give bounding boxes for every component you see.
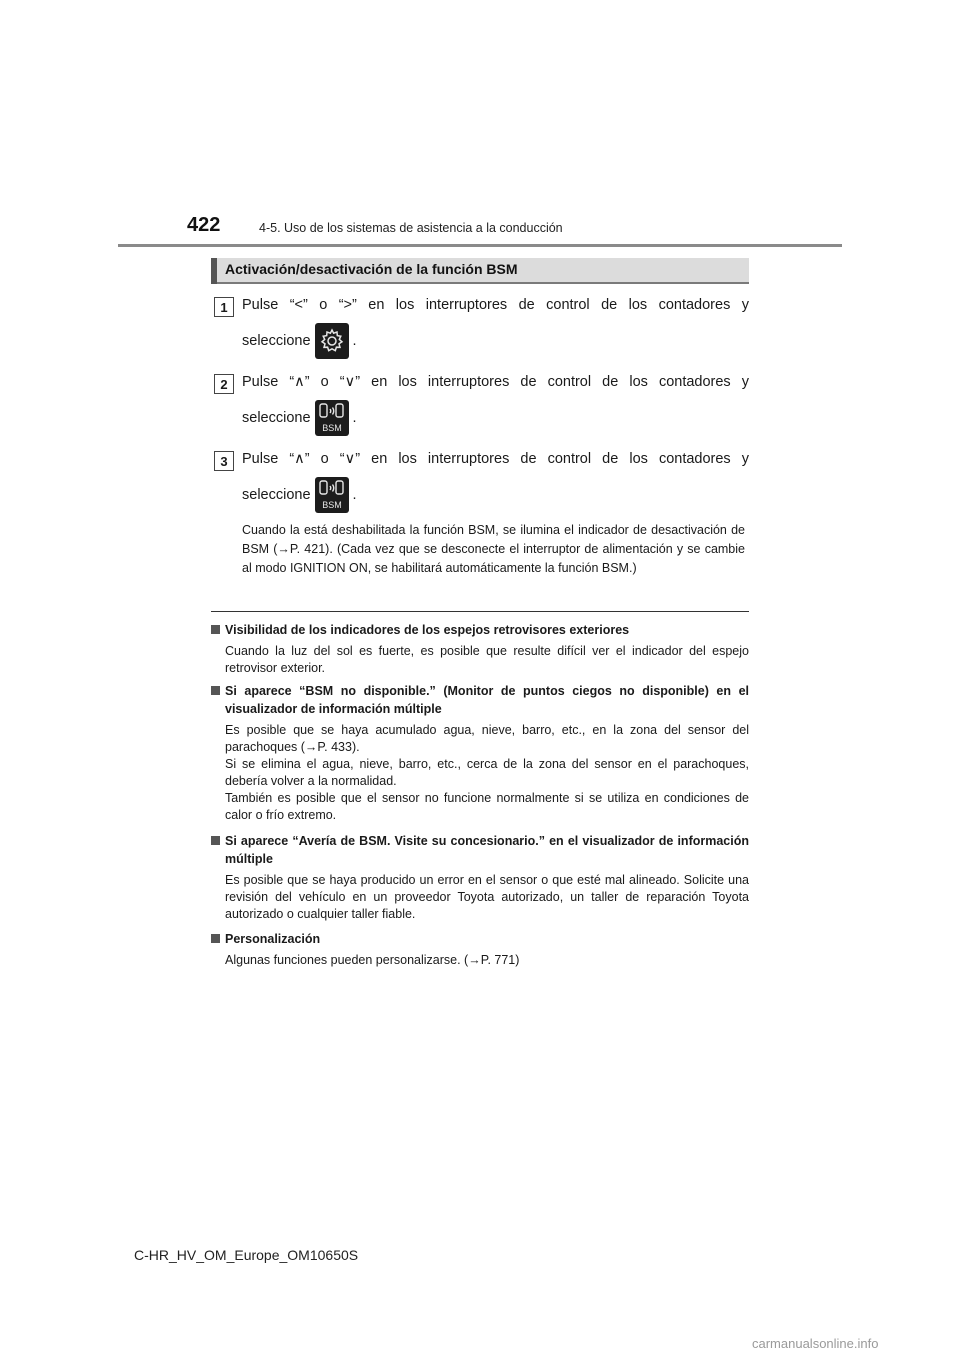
step-select-line [242, 477, 357, 513]
info-section-body: Algunas funciones pueden personalizarse. (→P. 771) [225, 953, 520, 967]
step-select-text: seleccione [242, 410, 311, 426]
step-number: 3 [214, 451, 234, 471]
step-select-line [242, 400, 357, 436]
square-bullet-icon [211, 934, 220, 943]
square-bullet-icon [211, 686, 220, 695]
page-number: 422 [187, 214, 221, 236]
step-instruction: Pulse “∧” o “∨” en los interruptores de control de los contadores y [242, 451, 749, 467]
step-select-text: seleccione [242, 487, 311, 503]
info-section-body: Cuando la luz del sol es fuerte, es posible que resulte difícil ver el indicador del espejo retrovisor exterior. [225, 644, 749, 675]
step-select-line [242, 323, 357, 359]
step-number: 2 [214, 374, 234, 394]
section-divider [211, 611, 749, 612]
section-title: Activación/desactivación de la función BSM [225, 261, 518, 277]
info-section-body: Es posible que se haya producido un error en el sensor o que esté mal alineado. Solicite una revisión del vehículo en un proveedor Toyota autorizado, un taller de reparación Toyota autorizado o cualquier taller fiable. [225, 873, 749, 921]
info-section-title: Personalización [211, 930, 749, 948]
square-bullet-icon [211, 836, 220, 845]
bsm-icon [315, 400, 349, 436]
watermark-text: carmanualsonline.info [752, 1336, 879, 1351]
square-bullet-icon [211, 625, 220, 634]
header-divider [118, 244, 842, 247]
heading-bar [211, 258, 217, 284]
bsm-icon-label: BSM [321, 500, 342, 510]
info-section-bsm-unavailable [211, 682, 749, 824]
info-section-body: Es posible que se haya acumulado agua, nieve, barro, etc., en la zona del sensor del parachoques (→P. 433). Si se elimina el agua, nieve, barro, etc., cerca de la zona del sensor en el parachoques, debería volver a la normalidad. También es posible que el sensor no funcione normalmente si se utiliza en condiciones de calor o frío extremo. [225, 723, 749, 822]
step-period: . [352, 487, 357, 503]
step-period: . [352, 333, 357, 349]
chapter-title: 4-5. Uso de los sistemas de asistencia a la conducción [259, 221, 563, 235]
step-period: . [352, 410, 357, 426]
step-number: 1 [214, 297, 234, 317]
bsm-icon [315, 477, 349, 513]
bsm-icon-label: BSM [321, 423, 342, 433]
info-section-title: Visibilidad de los indicadores de los espejos retrovisores exteriores [211, 621, 749, 639]
section-heading [211, 258, 749, 284]
info-section-title: Si aparece “Avería de BSM. Visite su concesionario.” en el visualizador de información múltiple [211, 832, 749, 868]
gear-icon [315, 323, 349, 359]
info-section-title: Si aparece “BSM no disponible.” (Monitor de puntos ciegos no disponible) en el visualizador de información múltiple [211, 682, 749, 718]
info-section-customization [211, 930, 749, 969]
document-footer: C-HR_HV_OM_Europe_OM10650S [134, 1247, 359, 1263]
bsm-disable-note: Cuando la está deshabilitada la función BSM, se ilumina el indicador de desactivación de BSM (→P. 421). (Cada vez que se desconecte el interruptor de alimentación y se cambie al modo IGNITION ON, se habilitará automáticamente la función BSM.) [242, 523, 745, 575]
info-section-mirror-visibility [211, 621, 749, 677]
info-section-bsm-fault [211, 832, 749, 923]
step-instruction: Pulse “∧” o “∨” en los interruptores de control de los contadores y [242, 374, 749, 390]
step-select-text: seleccione [242, 333, 311, 349]
step-instruction: Pulse “<” o “>” en los interruptores de control de los contadores y [242, 297, 749, 313]
